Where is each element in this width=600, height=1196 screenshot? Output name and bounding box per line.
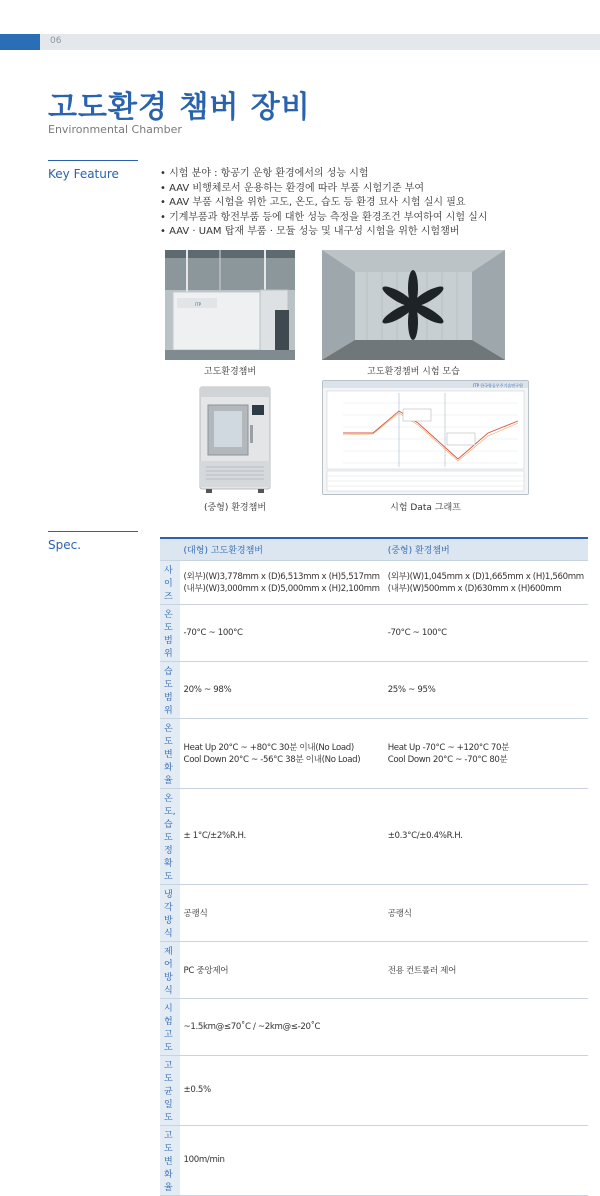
spec-cell-medium: (외부)(W)1,045mm x (D)1,665mm x (H)1,560mm (내부)(W)500mm x (D)630mm x (H)600mm — [384, 560, 588, 604]
spec-cell-large: 20% ~ 98% — [180, 661, 384, 718]
spec-row-label: 온도, 습도 정확도 — [160, 788, 180, 884]
spec-cell-large: Heat Up 20°C ~ +80°C 30분 이내(No Load) Cool Down 20°C ~ -56°C 38분 이내(No Load) — [180, 718, 384, 788]
spec-label: Spec. — [48, 538, 82, 552]
page-number: 06 — [50, 36, 62, 46]
feature-item: • AAV 부품 시험을 위한 고도, 온도, 습도 등 환경 묘사 시험 실시 필요 — [160, 196, 488, 211]
fan-test-photo — [322, 250, 505, 360]
feature-item: • AAV 비행체로서 운용하는 환경에 따라 부품 시험기준 부여 — [160, 182, 488, 197]
screen-brand-text: ITP 한국항공우주기술연구원 — [473, 383, 523, 388]
spec-row-label: 고도 변화율 — [160, 1125, 180, 1195]
spec-cell-medium: ±0.3°C/±0.4%R.H. — [384, 788, 588, 884]
test-data-graph-photo — [322, 380, 529, 495]
spec-cell-medium — [384, 1125, 588, 1195]
spec-cell-large: (외부)(W)3,778mm x (D)6,513mm x (H)5,517mm (내부)(W)3,000mm x (D)5,000mm x (H)2,100mm — [180, 560, 384, 604]
spec-row-label: 냉각방식 — [160, 884, 180, 941]
altitude-chamber-caption: 고도환경챔버 — [203, 367, 257, 377]
table-row — [160, 560, 588, 604]
key-feature-rule — [48, 160, 138, 161]
key-feature-list — [160, 167, 488, 240]
top-bar-accent — [0, 34, 40, 50]
spec-cell-medium — [384, 998, 588, 1055]
spec-cell-medium: 공랭식 — [384, 884, 588, 941]
spec-header-medium: (중형) 환경챔버 — [384, 538, 588, 560]
altitude-chamber-photo — [165, 250, 295, 360]
medium-chamber-caption: (중형) 환경챔버 — [203, 503, 267, 513]
spec-row-label: 시험 고도 — [160, 998, 180, 1055]
table-row — [160, 884, 588, 941]
fan-test-caption: 고도환경챔버 시험 모습 — [367, 367, 460, 377]
spec-cell-large: PC 중앙제어 — [180, 941, 384, 998]
spec-cell-large: 공랭식 — [180, 884, 384, 941]
top-bar — [0, 34, 600, 50]
spec-cell-medium: 25% ~ 95% — [384, 661, 588, 718]
table-row — [160, 998, 588, 1055]
spec-cell-medium: -70°C ~ 100°C — [384, 604, 588, 661]
spec-cell-medium — [384, 1055, 588, 1125]
medium-chamber-photo — [192, 383, 278, 495]
feature-item: • 기계부품과 항전부품 등에 대한 성능 측정을 환경조건 부여하여 시험 실시 — [160, 211, 488, 226]
table-row — [160, 661, 588, 718]
table-row — [160, 1055, 588, 1125]
test-data-graph-caption: 시험 Data 그래프 — [390, 503, 461, 513]
spec-header-blank — [160, 538, 180, 560]
table-row — [160, 1125, 588, 1195]
spec-cell-large: ±0.5% — [180, 1055, 384, 1125]
spec-row-label: 사이즈 — [160, 560, 180, 604]
spec-cell-large: ± 1°C/±2%R.H. — [180, 788, 384, 884]
spec-row-label: 온도 변화율 — [160, 718, 180, 788]
spec-cell-large: -70°C ~ 100°C — [180, 604, 384, 661]
spec-cell-medium: Heat Up -70°C ~ +120°C 70분 Cool Down 20°C ~ -70°C 80분 — [384, 718, 588, 788]
spec-cell-large: ~1.5km@≤70˚C / ~2km@≤-20˚C — [180, 998, 384, 1055]
spec-cell-medium: 전용 컨트롤러 제어 — [384, 941, 588, 998]
feature-item: • 시험 분야 : 항공기 운항 환경에서의 성능 시험 — [160, 167, 488, 182]
page-subtitle: Environmental Chamber — [48, 123, 182, 136]
spec-header-row — [160, 538, 588, 560]
spec-row-label: 온도 범위 — [160, 604, 180, 661]
spec-rule — [48, 531, 138, 532]
spec-row-label: 고도 균일도 — [160, 1055, 180, 1125]
spec-table — [160, 537, 588, 1196]
table-row — [160, 718, 588, 788]
chamber-plate-text: ITP — [195, 302, 202, 307]
table-row — [160, 941, 588, 998]
feature-item: • AAV · UAM 탑재 부품 · 모듈 성능 및 내구성 시험을 위한 시험챔버 — [160, 225, 488, 240]
table-row — [160, 604, 588, 661]
table-row — [160, 788, 588, 884]
spec-header-large: (대형) 고도환경챔버 — [180, 538, 384, 560]
spec-row-label: 제어방식 — [160, 941, 180, 998]
page-title: 고도환경 챔버 장비 — [48, 90, 311, 125]
spec-row-label: 습도 범위 — [160, 661, 180, 718]
spec-cell-large: 100m/min — [180, 1125, 384, 1195]
key-feature-label: Key Feature — [48, 167, 119, 181]
